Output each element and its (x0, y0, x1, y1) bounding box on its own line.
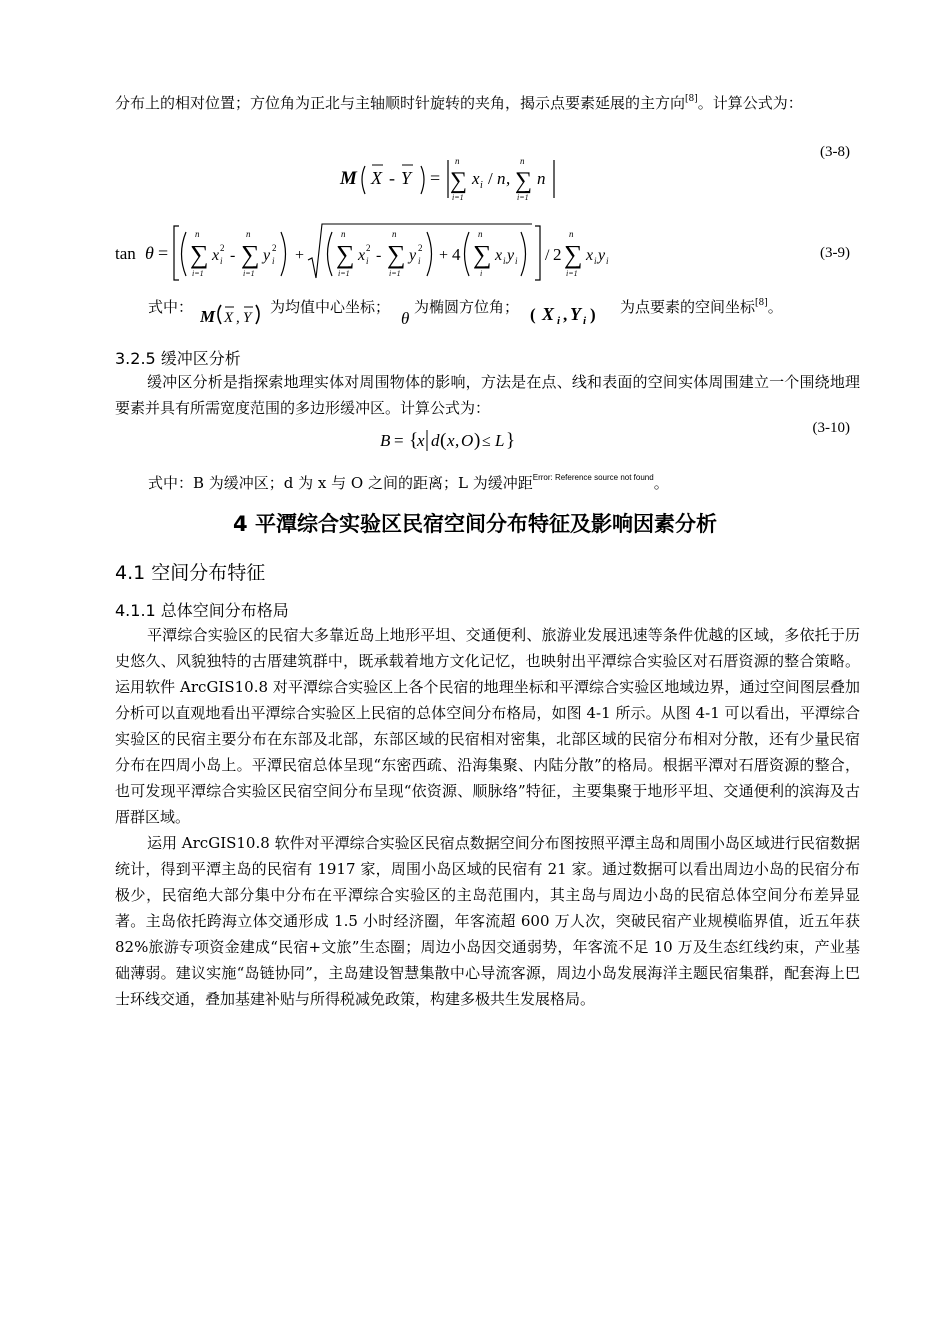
legend-coordinate-desc (620, 296, 783, 317)
svg-text:n: n (392, 229, 397, 239)
svg-text:Y: Y (243, 310, 252, 326)
svg-text:i=1: i=1 (452, 193, 464, 202)
distribution-paragraph-2: 运用 ArcGIS10.8 软件对平潭综合实验区民宿点数据空间分布图按照平潭主岛和周围小岛区域进行民宿数据统计，得到平潭主岛的民宿有 1917 家，周围小岛区域的民宿有 21 家。通过数据可以看出周边小岛的民宿分布极少，民宿绝大部分集中分布在平潭综合实验区的主岛范围内，其主岛与周边小岛的民宿总体空间分布差异显著。主岛依托跨海立体交通形成 1.5 小时经济圈，年客流超 600 万人次，突破民宿产业规模临界值，近五年获 82%旅游专项资金建成“民宿+文旅”生态圈；周边小岛因交通弱势，年客流不足 10 万及生态红线约束，产业基础薄弱。建议实施“岛链协同”，主岛建设智慧集散中心导流客源，周边小岛发展海洋主题民宿集群，配套海上巴士环线交通，叠加基建补贴与所得税减免政策，构建多极共生发展格局。 (115, 834, 860, 1008)
legend-coordinate-text: 为点要素的空间坐标 (620, 298, 756, 316)
svg-text:≤: ≤ (482, 433, 491, 450)
legend-mean-desc: 为均值中心坐标； (270, 298, 391, 316)
tan-label: tan (115, 244, 136, 263)
intro-tail: 。计算公式为： (697, 94, 803, 112)
svg-text:+: + (439, 247, 449, 264)
equation-3-9 (115, 218, 630, 286)
svg-text:2: 2 (220, 243, 225, 253)
svg-text:i: i (480, 269, 483, 278)
svg-text:y: y (409, 247, 417, 264)
svg-text:n: n (478, 229, 483, 239)
svg-text:i=1: i=1 (192, 269, 204, 278)
distribution-paragraph-1: 平潭综合实验区的民宿大多靠近岛上地形平坦、交通便利、旅游业发展迅速等条件优越的区域，多依托于历史悠久、风貌独特的古厝建筑群中，既承载着地方文化记忆，也映射出平潭综合实验区对石厝资源的整合策略。运用软件 ArcGIS10.8 对平潭综合实验区上各个民宿的地理坐标和平潭综合实验区地域边界，通过空间图层叠加分析可以直观地看出平潭综合实验区上民宿的总体空间分布格局，如图 4-1 所示。从图 4-1 可以看出，平潭综合实验区的民宿主要分布在东部及北部，东部区域的民宿相对密集，北部区域的民宿分布相对分散，还有少量民宿分布在四周小岛上。平潭民宿总体呈现“东密西疏、沿海集聚、内陆分散”的格局。根据平潭对石厝资源的整合，也可发现平潭综合实验区民宿空间分布呈现“依资源、顺脉络”特征，主要集聚于地形平坦、交通便利的滨海及古厝群区域。 (115, 626, 860, 826)
svg-text:=: = (430, 168, 441, 188)
svg-text:∑: ∑ (336, 240, 355, 269)
svg-text:x: x (495, 247, 503, 264)
svg-text:y: y (263, 247, 271, 264)
svg-text:i=1: i=1 (338, 269, 350, 278)
svg-text:O: O (461, 431, 474, 450)
svg-text:M: M (340, 168, 357, 189)
svg-text:x: x (417, 431, 425, 450)
buffer-analysis-paragraph: 缓冲区分析是指探索地理实体对周围物体的影响，方法是在点、线和表面的空间实体周围建立一个围绕地理要素并具有所需宽度范围的多边形缓冲区。计算公式为： (115, 373, 860, 417)
svg-text:,: , (455, 431, 460, 450)
svg-text:i=1: i=1 (517, 193, 529, 202)
svg-text:x: x (447, 431, 455, 450)
svg-text:n: n (520, 156, 525, 166)
intro-text: 分布上的相对位置；方位角为正北与主轴顺时针旋转的夹角，揭示点要素延展的主方向 (115, 94, 686, 112)
svg-text:{: { (409, 430, 419, 451)
theta-symbol (400, 302, 414, 328)
svg-text:i: i (583, 315, 587, 327)
svg-text:i=1: i=1 (243, 269, 255, 278)
svg-text:i: i (220, 256, 223, 266)
svg-text:Y: Y (570, 304, 581, 324)
svg-text:X: X (542, 304, 555, 324)
svg-text:∑: ∑ (473, 240, 492, 269)
svg-text:n: n (246, 229, 251, 239)
citation-ref: [8] (685, 94, 698, 104)
svg-text:L: L (495, 431, 505, 450)
coordinate-symbol (530, 300, 620, 328)
citation-ref: [8] (755, 298, 768, 308)
equation-3-8 (335, 150, 565, 208)
svg-text:X: X (371, 168, 382, 188)
svg-text:Y: Y (401, 168, 412, 188)
svg-text:2: 2 (553, 245, 562, 264)
svg-text:=: = (394, 431, 404, 450)
svg-text:i: i (366, 256, 369, 266)
svg-text:i: i (480, 180, 483, 191)
svg-text:θ: θ (401, 309, 410, 328)
svg-text:n: n (341, 229, 346, 239)
svg-text:-: - (230, 247, 236, 264)
svg-text:∑: ∑ (241, 240, 260, 269)
mean-center-symbol (200, 298, 272, 328)
svg-text:n: n (537, 169, 546, 188)
svg-text:/: / (545, 247, 550, 264)
svg-text:(: ( (530, 305, 536, 324)
buffer-legend (148, 470, 860, 496)
buffer-legend-tail: 。 (653, 474, 669, 492)
equation-number: (3-10) (812, 420, 850, 436)
svg-text:i: i (515, 256, 518, 266)
buffer-legend-text: 式中：B 为缓冲区；d 为 x 与 O 之间的距离；L 为缓冲距 (148, 474, 533, 492)
reference-error: Error: Reference source not found (532, 473, 654, 482)
legend-tail: 。 (767, 298, 783, 316)
svg-text:y: y (507, 247, 515, 264)
svg-text:i: i (503, 256, 506, 266)
svg-text:): ) (474, 430, 481, 451)
svg-text:i: i (272, 256, 275, 266)
svg-text:,: , (506, 169, 511, 188)
svg-text:n: n (497, 169, 506, 188)
section-heading-3-2-5: 3.2.5 缓冲区分析 (115, 349, 241, 368)
svg-text:/: / (488, 169, 493, 188)
svg-text:n: n (195, 229, 200, 239)
svg-text:}: } (506, 430, 516, 451)
svg-text:2: 2 (272, 243, 277, 253)
svg-text:4: 4 (452, 245, 461, 264)
legend-theta-desc: 为椭圆方位角； (414, 298, 520, 316)
svg-text:): ) (590, 305, 596, 324)
section-heading-4-1: 4.1 空间分布特征 (115, 562, 266, 584)
section-heading-4-1-1: 4.1.1 总体空间分布格局 (115, 601, 289, 620)
equation-number: (3-9) (820, 245, 850, 261)
equation-legend (148, 292, 868, 332)
svg-text:(: ( (440, 430, 447, 451)
svg-text:=: = (158, 243, 169, 263)
svg-text:i: i (594, 256, 597, 266)
svg-text:∑: ∑ (515, 168, 533, 194)
svg-text:,: , (563, 305, 568, 324)
svg-text:n: n (455, 156, 460, 166)
svg-text:M: M (200, 307, 216, 326)
svg-text:i: i (557, 315, 561, 327)
svg-text:y: y (598, 247, 606, 264)
svg-text:x: x (586, 247, 594, 264)
equation-number: (3-8) (820, 144, 850, 160)
svg-text:x: x (358, 247, 366, 264)
svg-text:-: - (389, 168, 395, 188)
intro-paragraph (115, 90, 860, 116)
legend-lead: 式中： (148, 298, 194, 316)
svg-text:θ: θ (145, 243, 154, 263)
svg-text:2: 2 (418, 243, 423, 253)
svg-text:-: - (376, 247, 382, 264)
svg-text:i=1: i=1 (389, 269, 401, 278)
svg-text:d: d (431, 431, 440, 450)
svg-text:,: , (236, 310, 240, 326)
svg-text:i=1: i=1 (566, 269, 578, 278)
svg-text:x: x (472, 169, 480, 188)
svg-text:∑: ∑ (190, 240, 209, 269)
svg-text:∑: ∑ (564, 240, 583, 269)
svg-text:∑: ∑ (387, 240, 406, 269)
chapter-title: 4 平潭综合实验区民宿空间分布特征及影响因素分析 (233, 512, 717, 536)
equation-3-10 (378, 424, 528, 456)
svg-text:2: 2 (366, 243, 371, 253)
svg-text:i: i (606, 256, 609, 266)
svg-text:∑: ∑ (450, 168, 468, 194)
svg-text:X: X (224, 310, 234, 326)
svg-text:x: x (212, 247, 220, 264)
svg-text:B: B (380, 431, 391, 450)
svg-text:+: + (295, 247, 305, 264)
svg-text:n: n (569, 229, 574, 239)
svg-text:i: i (418, 256, 421, 266)
